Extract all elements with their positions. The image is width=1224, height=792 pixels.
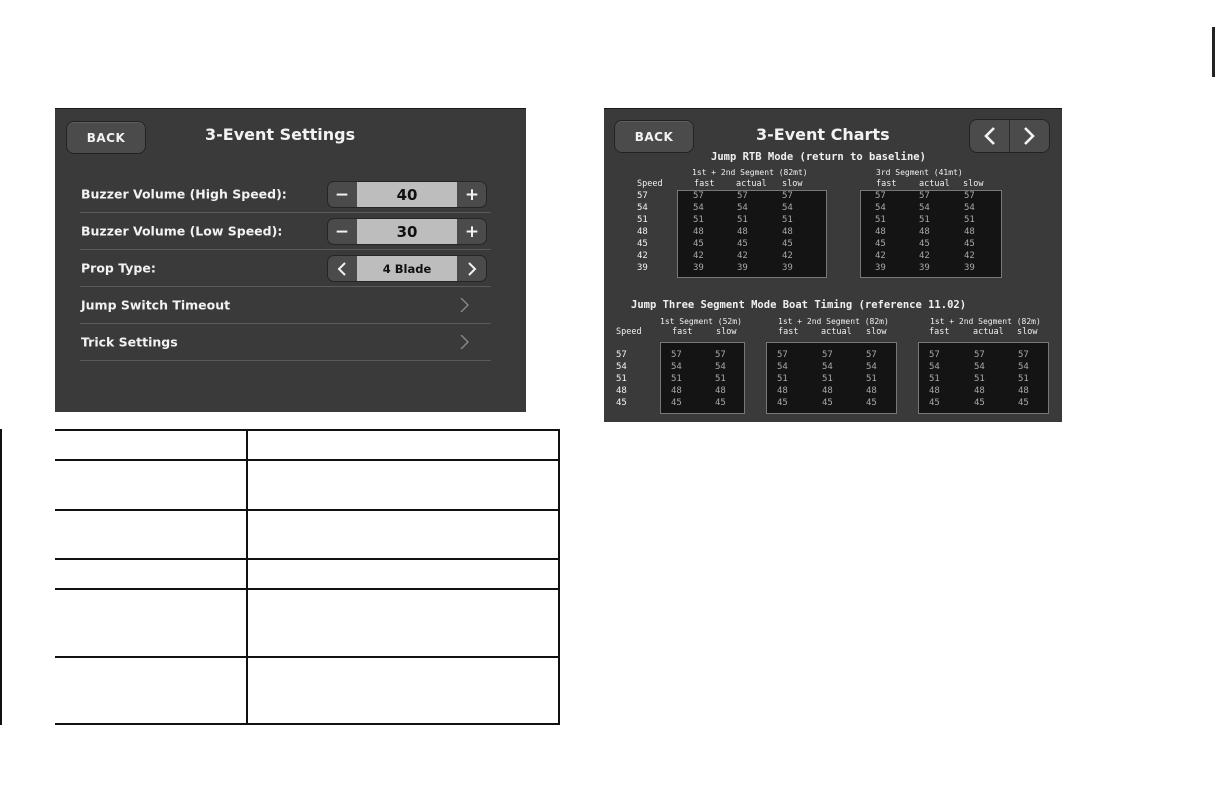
speed-value: 54 xyxy=(637,203,648,213)
column-header: fast xyxy=(694,179,715,189)
table-cell: 45 xyxy=(929,398,940,408)
table-cell: 51 xyxy=(822,374,833,384)
column-header: slow xyxy=(866,327,887,337)
table-cell: 51 xyxy=(782,215,793,225)
speed-header: Speed xyxy=(616,327,642,337)
table-row xyxy=(55,558,560,588)
chevron-left-icon xyxy=(984,127,996,145)
next-chart-button[interactable] xyxy=(1009,120,1049,152)
table-cell: 42 xyxy=(964,251,975,261)
decrement-button[interactable]: − xyxy=(334,184,350,205)
speed-value: 39 xyxy=(637,263,648,273)
table-cell: 48 xyxy=(866,386,877,396)
increment-button[interactable]: + xyxy=(464,221,480,242)
group-title: 1st + 2nd Segment (82mt) xyxy=(692,168,808,177)
speed-value: 45 xyxy=(616,398,627,408)
table-cell: 54 xyxy=(782,203,793,213)
table-cell: 45 xyxy=(964,239,975,249)
buzzer-high-stepper xyxy=(327,181,487,208)
group-title: 1st + 2nd Segment (82m) xyxy=(778,317,889,326)
table-cell: 48 xyxy=(875,227,886,237)
column-header: slow xyxy=(1017,327,1038,337)
table-cell: 54 xyxy=(875,203,886,213)
table-cell: 54 xyxy=(866,362,877,372)
table-cell: 45 xyxy=(782,239,793,249)
chevron-right-icon xyxy=(457,298,471,312)
decrement-button[interactable]: − xyxy=(334,221,350,242)
stepper-value: 30 xyxy=(357,219,457,244)
column-header: fast xyxy=(876,179,897,189)
table-cell: 48 xyxy=(737,227,748,237)
table-cell: 39 xyxy=(875,263,886,273)
table-cell: 42 xyxy=(919,251,930,261)
prop-type-selector xyxy=(327,255,487,282)
column-header: fast xyxy=(672,327,693,337)
table-cell: 54 xyxy=(693,203,704,213)
stepper-value: 40 xyxy=(357,182,457,207)
table-cell: 48 xyxy=(693,227,704,237)
column-header: fast xyxy=(778,327,799,337)
setting-row-trick-settings[interactable] xyxy=(80,324,491,361)
table-cell: 39 xyxy=(782,263,793,273)
table-cell: 45 xyxy=(737,239,748,249)
table-cell: 45 xyxy=(1018,398,1029,408)
column-header: actual xyxy=(821,327,852,337)
table-cell: 57 xyxy=(715,350,726,360)
page-title: 3-Event Charts xyxy=(756,125,890,144)
table-cell: 51 xyxy=(929,374,940,384)
table-cell: 45 xyxy=(715,398,726,408)
speed-value: 51 xyxy=(637,215,648,225)
table-cell: 57 xyxy=(777,350,788,360)
table-cell: 42 xyxy=(875,251,886,261)
table-cell: 48 xyxy=(782,227,793,237)
group-title: 1st + 2nd Segment (82m) xyxy=(930,317,1041,326)
buzzer-low-stepper xyxy=(327,218,487,245)
table-border xyxy=(0,429,2,725)
table-row xyxy=(55,509,560,558)
group-title: 3rd Segment (41mt) xyxy=(876,168,963,177)
table-cell: 54 xyxy=(929,362,940,372)
increment-button[interactable]: + xyxy=(464,184,480,205)
table-cell: 54 xyxy=(715,362,726,372)
back-button[interactable]: BACK xyxy=(614,120,694,153)
table-cell: 57 xyxy=(974,350,985,360)
table-cell: 39 xyxy=(737,263,748,273)
speed-value: 45 xyxy=(637,239,648,249)
table-cell: 45 xyxy=(777,398,788,408)
table-cell: 51 xyxy=(964,215,975,225)
speed-header: Speed xyxy=(637,179,663,189)
setting-label: Trick Settings xyxy=(81,334,178,350)
table-cell: 48 xyxy=(1018,386,1029,396)
table-cell: 54 xyxy=(777,362,788,372)
speed-value: 57 xyxy=(637,191,648,201)
table-cell: 45 xyxy=(671,398,682,408)
table-cell: 45 xyxy=(866,398,877,408)
table-cell: 57 xyxy=(875,191,886,201)
setting-label: Buzzer Volume (High Speed): xyxy=(81,186,287,202)
table-cell: 54 xyxy=(1018,362,1029,372)
table-cell: 54 xyxy=(822,362,833,372)
speed-value: 51 xyxy=(616,374,627,384)
table-cell: 51 xyxy=(974,374,985,384)
table-cell: 57 xyxy=(782,191,793,201)
setting-row-buzzer-low xyxy=(80,213,491,250)
table-cell: 57 xyxy=(693,191,704,201)
column-header: actual xyxy=(973,327,1004,337)
column-header: slow xyxy=(716,327,737,337)
speed-value: 48 xyxy=(616,386,627,396)
setting-label: Prop Type: xyxy=(81,260,156,276)
table-cell: 51 xyxy=(693,215,704,225)
page-edge-mark xyxy=(1212,27,1215,77)
table-row xyxy=(55,588,560,656)
speed-value: 48 xyxy=(637,227,648,237)
settings-screen xyxy=(55,108,526,412)
table-cell: 48 xyxy=(974,386,985,396)
table-cell: 57 xyxy=(866,350,877,360)
charts-screen xyxy=(604,108,1062,422)
setting-label: Jump Switch Timeout xyxy=(81,297,231,313)
table-cell: 51 xyxy=(919,215,930,225)
table-cell: 42 xyxy=(693,251,704,261)
speed-value: 57 xyxy=(616,350,627,360)
table-cell: 48 xyxy=(822,386,833,396)
table-cell: 51 xyxy=(715,374,726,384)
three-segment-section-title: Jump Three Segment Mode Boat Timing (reference 11.02) xyxy=(631,299,967,311)
table-cell: 48 xyxy=(919,227,930,237)
chart-pager xyxy=(969,119,1050,153)
table-cell: 45 xyxy=(919,239,930,249)
table-row xyxy=(55,459,560,509)
setting-row-prop-type xyxy=(80,250,491,287)
chevron-left-icon xyxy=(337,262,347,276)
column-header: slow xyxy=(963,179,984,189)
table-cell: 42 xyxy=(737,251,748,261)
table-cell: 51 xyxy=(875,215,886,225)
back-button[interactable]: BACK xyxy=(66,121,146,154)
table-cell: 51 xyxy=(777,374,788,384)
column-header: fast xyxy=(929,327,950,337)
table-cell: 54 xyxy=(964,203,975,213)
page-title: 3-Event Settings xyxy=(205,125,356,144)
table-cell: 57 xyxy=(919,191,930,201)
table-cell: 54 xyxy=(974,362,985,372)
table-cell: 54 xyxy=(671,362,682,372)
chevron-right-icon xyxy=(457,335,471,349)
table-row xyxy=(55,656,560,725)
table-cell: 57 xyxy=(929,350,940,360)
table-cell: 48 xyxy=(715,386,726,396)
table-cell: 54 xyxy=(919,203,930,213)
rtb-section-title: Jump RTB Mode (return to baseline) xyxy=(711,151,926,163)
next-option-button[interactable] xyxy=(458,256,486,281)
column-header: actual xyxy=(919,179,950,189)
table-cell: 51 xyxy=(737,215,748,225)
table-cell: 39 xyxy=(919,263,930,273)
table-cell: 39 xyxy=(964,263,975,273)
table-cell: 57 xyxy=(964,191,975,201)
table-cell: 48 xyxy=(671,386,682,396)
column-header: actual xyxy=(736,179,767,189)
table-cell: 51 xyxy=(1018,374,1029,384)
group-title: 1st Segment (52m) xyxy=(660,317,742,326)
table-cell: 57 xyxy=(737,191,748,201)
previous-option-button[interactable] xyxy=(328,256,356,281)
table-cell: 45 xyxy=(974,398,985,408)
table-cell: 54 xyxy=(737,203,748,213)
speed-value: 54 xyxy=(616,362,627,372)
table-row xyxy=(55,429,560,459)
table-cell: 42 xyxy=(782,251,793,261)
column-header: slow xyxy=(782,179,803,189)
table-cell: 57 xyxy=(1018,350,1029,360)
table-cell: 51 xyxy=(671,374,682,384)
chevron-right-icon xyxy=(1023,127,1035,145)
table-cell: 57 xyxy=(822,350,833,360)
table-cell: 45 xyxy=(693,239,704,249)
table-cell: 48 xyxy=(964,227,975,237)
chevron-right-icon xyxy=(467,262,477,276)
setting-row-buzzer-high xyxy=(80,176,491,213)
table-cell: 39 xyxy=(693,263,704,273)
table-cell: 45 xyxy=(875,239,886,249)
previous-chart-button[interactable] xyxy=(970,120,1010,152)
stepper-value: 4 Blade xyxy=(357,256,457,281)
table-cell: 48 xyxy=(929,386,940,396)
table-cell: 51 xyxy=(866,374,877,384)
table-cell: 48 xyxy=(777,386,788,396)
table-cell: 45 xyxy=(822,398,833,408)
speed-value: 42 xyxy=(637,251,648,261)
setting-row-jump-switch-timeout[interactable] xyxy=(80,287,491,324)
table-cell: 57 xyxy=(671,350,682,360)
setting-label: Buzzer Volume (Low Speed): xyxy=(81,223,283,239)
